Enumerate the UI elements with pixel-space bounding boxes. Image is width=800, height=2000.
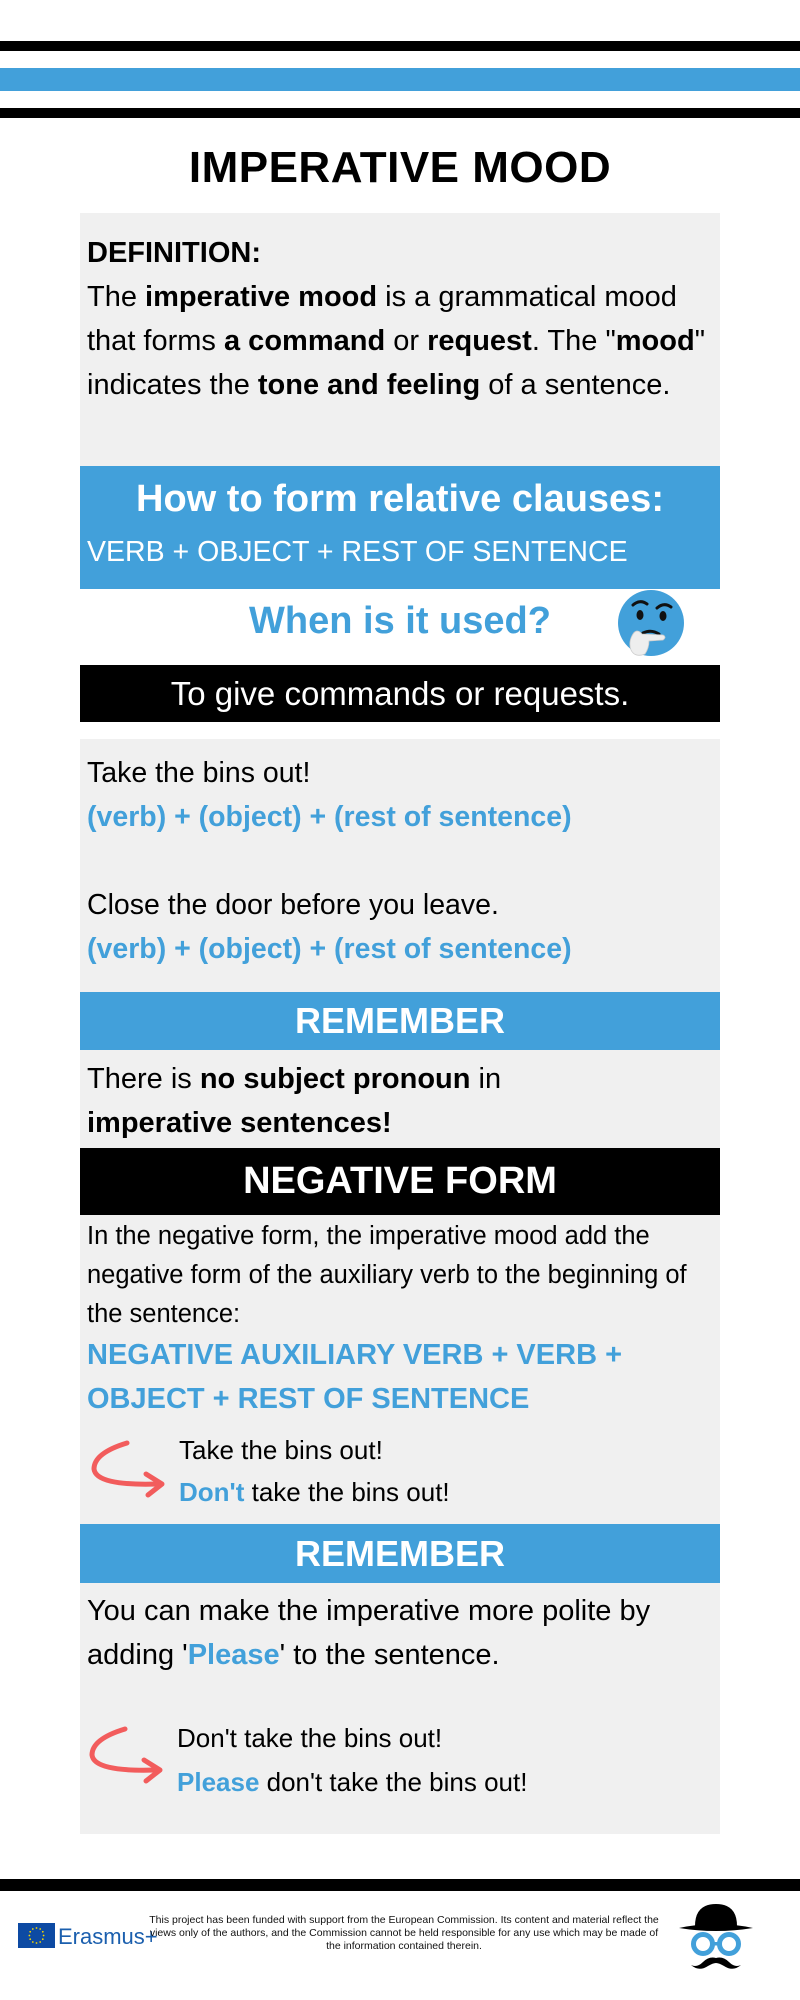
definition-part: of a sentence. — [480, 369, 671, 401]
example-formula: (verb) + (object) + (rest of sentence) — [87, 801, 572, 833]
negative-form-text: In the negative form, the imperative mood add the negative form of the auxiliary verb to the beginning of the sentence: — [87, 1222, 687, 1328]
definition-text — [87, 231, 717, 407]
remember-panel — [80, 1050, 720, 1148]
remember-heading: REMEMBER — [80, 992, 720, 1050]
negative-form-panel — [80, 1215, 720, 1524]
definition-part: is a grammatical mood that forms — [87, 281, 677, 357]
curved-arrow-icon — [84, 1725, 164, 1785]
when-heading: When is it used? — [249, 600, 551, 642]
how-to-panel — [80, 466, 720, 589]
remember-highlight: Please — [187, 1639, 280, 1671]
polite-example-result — [177, 1767, 527, 1798]
definition-bold: a command — [224, 325, 386, 357]
example-formula: (verb) + (object) + (rest of sentence) — [87, 933, 572, 965]
example-sentence: Take the bins out! — [87, 757, 311, 789]
definition-heading: DEFINITION: — [87, 237, 261, 269]
negative-form-heading: NEGATIVE FORM — [80, 1148, 720, 1215]
polite-example-original: Don't take the bins out! — [177, 1723, 443, 1753]
example-sentence: Close the door before you leave. — [87, 889, 499, 921]
negative-example-rest: take the bins out! — [244, 1477, 450, 1507]
how-to-heading: How to form relative clauses: — [136, 478, 664, 520]
remember-heading: REMEMBER — [80, 1524, 720, 1583]
remember-panel — [80, 1583, 720, 1834]
polite-example-highlight: Please — [177, 1767, 260, 1797]
header-bar-top — [0, 41, 800, 51]
when-answer: To give commands or requests. — [80, 665, 720, 722]
negative-example-highlight: Don't — [179, 1477, 245, 1507]
definition-part: or — [385, 325, 428, 357]
header-bar-blue — [0, 68, 800, 91]
eu-flag-icon — [18, 1923, 55, 1948]
remember-part: There is — [87, 1063, 200, 1095]
thinking-face-icon — [615, 588, 687, 660]
remember-text — [87, 1589, 717, 1677]
bowler-hat-glasses-logo-icon — [675, 1898, 757, 1974]
erasmus-label: Erasmus+ — [58, 1924, 158, 1949]
definition-part: " indicates the — [87, 325, 705, 401]
page-title: IMPERATIVE MOOD — [188, 143, 612, 192]
remember-part: You can make the imperative more polite by adding ' — [87, 1595, 651, 1671]
funding-disclaimer: This project has been funded with support from the European Commission. Its content and material reflect the views only of the authors, and the Commission cannot be held responsible for any use which may be made of the information contained therein. — [149, 1914, 659, 1952]
remember-bold: imperative sentences! — [87, 1107, 392, 1139]
negative-form-formula: NEGATIVE AUXILIARY VERB + VERB + OBJECT + REST OF SENTENCE — [87, 1339, 622, 1415]
polite-example-rest: don't take the bins out! — [259, 1767, 528, 1797]
definition-bold: imperative mood — [145, 281, 378, 313]
definition-bold: mood — [615, 325, 695, 357]
negative-example-result — [179, 1477, 450, 1508]
header-bar-bottom — [0, 108, 800, 118]
remember-bold: no subject pronoun — [199, 1063, 471, 1095]
remember-text — [87, 1057, 717, 1145]
definition-panel — [80, 213, 720, 466]
curved-arrow-icon — [86, 1439, 166, 1499]
examples-panel — [80, 739, 720, 992]
remember-part: ' to the sentence. — [279, 1639, 500, 1671]
definition-bold: request — [427, 325, 532, 357]
definition-part: The — [87, 281, 146, 313]
definition-bold: tone and feeling — [257, 369, 481, 401]
negative-example-original: Take the bins out! — [179, 1435, 383, 1465]
remember-part: in — [470, 1063, 502, 1095]
footer-bar — [0, 1879, 800, 1891]
how-to-formula: VERB + OBJECT + REST OF SENTENCE — [87, 536, 628, 568]
definition-part: . The " — [531, 325, 616, 357]
